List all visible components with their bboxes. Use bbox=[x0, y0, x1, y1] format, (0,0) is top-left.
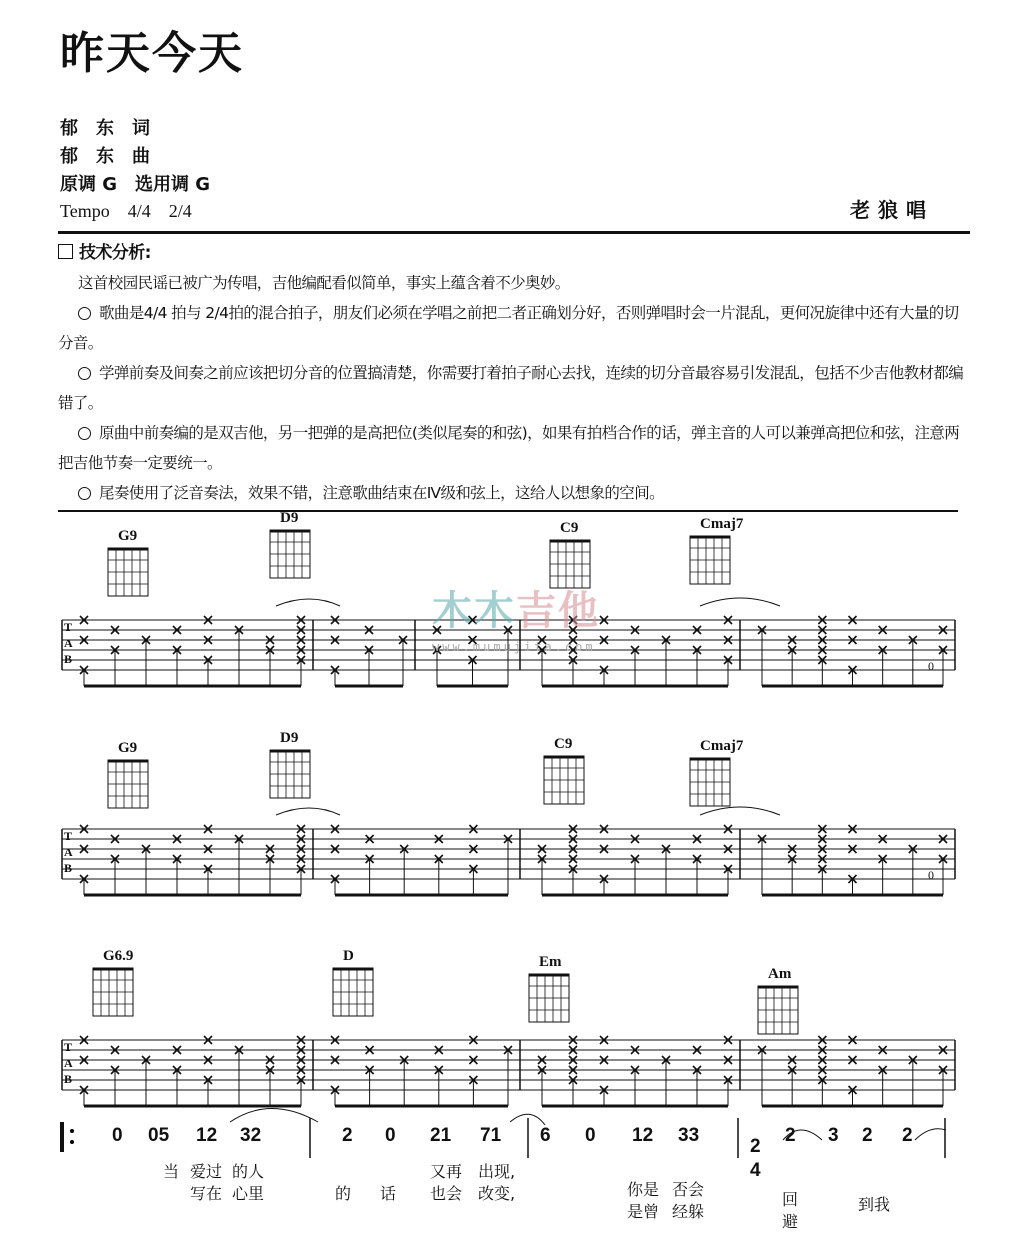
chord-name: Cmaj7 bbox=[700, 516, 744, 532]
chord-name: D9 bbox=[280, 730, 299, 746]
chord-name: Em bbox=[539, 954, 562, 970]
jianpu-note: 3 bbox=[828, 1125, 839, 1146]
lyric-line-2: 的 bbox=[335, 1184, 352, 1203]
tab-clef-letter: T bbox=[64, 620, 73, 634]
jianpu-note: 2 bbox=[342, 1125, 353, 1146]
analysis-point: 歌曲是4/4 拍与 2/4拍的混合拍子，朋友们必须在学唱之前把二者正确划分好，否则弹唱时会一片混乱，更何况旋律中还有大量的切分音。 bbox=[58, 304, 959, 352]
open-string-note: 0 bbox=[928, 868, 934, 882]
chord-name: C9 bbox=[560, 520, 579, 536]
lyric-line-1: 的人 bbox=[232, 1162, 265, 1181]
jianpu-note: 6 bbox=[540, 1125, 551, 1146]
analysis-heading: 技术分析: bbox=[58, 238, 972, 268]
analysis-point: 尾奏使用了泛音奏法，效果不错，注意歌曲结束在Ⅳ级和弦上，这给人以想象的空间。 bbox=[58, 478, 972, 508]
lyric-line-2: 改变, bbox=[478, 1184, 516, 1203]
repeat-dot bbox=[70, 1129, 74, 1133]
tab-clef-letter: B bbox=[64, 1072, 73, 1086]
lyric-line-1: 你是 bbox=[627, 1180, 660, 1199]
jianpu-note: 71 bbox=[480, 1125, 502, 1146]
chord-name: G6.9 bbox=[103, 948, 134, 964]
jianpu-note: 33 bbox=[678, 1125, 700, 1146]
lyric-line-2: 心里 bbox=[232, 1184, 265, 1203]
lyric-line-2: 经躲 bbox=[672, 1202, 705, 1221]
jianpu-note: 32 bbox=[240, 1125, 262, 1146]
lyric-line-1: 到我 bbox=[858, 1195, 891, 1214]
tie-arc bbox=[230, 1109, 318, 1123]
watermark-url: www.mumujita.com bbox=[432, 640, 596, 654]
lyric-line-2: 是曾 bbox=[627, 1202, 660, 1221]
jianpu-note: 05 bbox=[148, 1125, 170, 1146]
analysis-point: 学弹前奏及间奏之前应该把切分音的位置搞清楚，你需要打着拍子耐心去找，连续的切分音最容易引发混乱，包括不少吉他教材都编错了。 bbox=[58, 364, 964, 412]
chord-name: C9 bbox=[554, 736, 573, 752]
tab-clef-letter: B bbox=[64, 861, 73, 875]
tab-clef-letter: A bbox=[64, 1056, 73, 1070]
jianpu-note: 12 bbox=[196, 1125, 218, 1146]
repeat-dot bbox=[70, 1140, 74, 1144]
tab-clef-letter: T bbox=[64, 1040, 73, 1054]
jianpu-note: 0 bbox=[385, 1125, 396, 1146]
tab-clef-letter: T bbox=[64, 829, 73, 843]
watermark-logo: 木木吉他 bbox=[432, 588, 600, 634]
composer-credit: 郁 东 曲 bbox=[60, 146, 150, 167]
analysis-point: 原曲中前奏编的是双吉他，另一把弹的是高把位(类似尾奏的和弦)，如果有拍档合作的话，弹主音的人可以兼弹高把位和弦，注意两把吉他节奏一定要统一。 bbox=[58, 424, 960, 472]
tie-arc bbox=[700, 598, 780, 606]
chord-name: Cmaj7 bbox=[700, 738, 744, 754]
jianpu-note: 0 bbox=[112, 1125, 123, 1146]
song-title: 昨天今天 bbox=[60, 28, 244, 79]
jianpu-note: 2 bbox=[785, 1125, 796, 1146]
lyric-line-1: 出现, bbox=[478, 1162, 516, 1181]
lyric-line-1: 否会 bbox=[672, 1180, 705, 1199]
jianpu-note: 2 bbox=[902, 1125, 913, 1146]
chord-name: D9 bbox=[280, 510, 299, 526]
open-string-note: 0 bbox=[928, 659, 934, 673]
chord-name: G9 bbox=[118, 528, 138, 544]
chord-name: Am bbox=[768, 966, 792, 982]
lyric-line-2: 避 bbox=[782, 1212, 799, 1231]
tie-arc bbox=[276, 599, 340, 606]
repeat-sign bbox=[60, 1122, 64, 1152]
jianpu-note: 2 bbox=[862, 1125, 873, 1146]
lyric-line-2: 话 bbox=[380, 1184, 397, 1203]
jianpu-note: 12 bbox=[632, 1125, 654, 1146]
jianpu-note: 0 bbox=[585, 1125, 596, 1146]
tie-arc bbox=[915, 1129, 946, 1140]
chord-name: G9 bbox=[118, 740, 138, 756]
lyric-line-1: 回 bbox=[782, 1190, 799, 1209]
time-signature-top: 2 bbox=[750, 1136, 761, 1157]
lyric-line-1: 当 bbox=[163, 1162, 180, 1181]
lyricist-credit: 郁 东 词 bbox=[60, 118, 150, 139]
tie-arc bbox=[276, 808, 340, 815]
tie-arc bbox=[700, 807, 780, 815]
tempo-info: Tempo 4/4 2/4 bbox=[60, 201, 192, 221]
chord-name: D bbox=[343, 948, 354, 964]
tab-clef-letter: A bbox=[64, 636, 73, 650]
tab-clef-letter: B bbox=[64, 652, 73, 666]
jianpu-note: 21 bbox=[430, 1125, 452, 1146]
lyric-line-2: 也会 bbox=[430, 1184, 463, 1203]
tab-clef-letter: A bbox=[64, 845, 73, 859]
key-info: 原调 G 选用调 G bbox=[60, 174, 211, 195]
singer-credit: 老狼唱 bbox=[850, 198, 934, 222]
time-signature-bottom: 4 bbox=[750, 1160, 761, 1181]
lyric-line-1: 爱过 bbox=[190, 1162, 223, 1181]
lyric-line-1: 又再 bbox=[430, 1162, 463, 1181]
analysis-intro: 这首校园民谣已被广为传唱，吉他编配看似简单，事实上蕴含着不少奥妙。 bbox=[78, 274, 570, 292]
lyric-line-2: 写在 bbox=[190, 1184, 223, 1203]
